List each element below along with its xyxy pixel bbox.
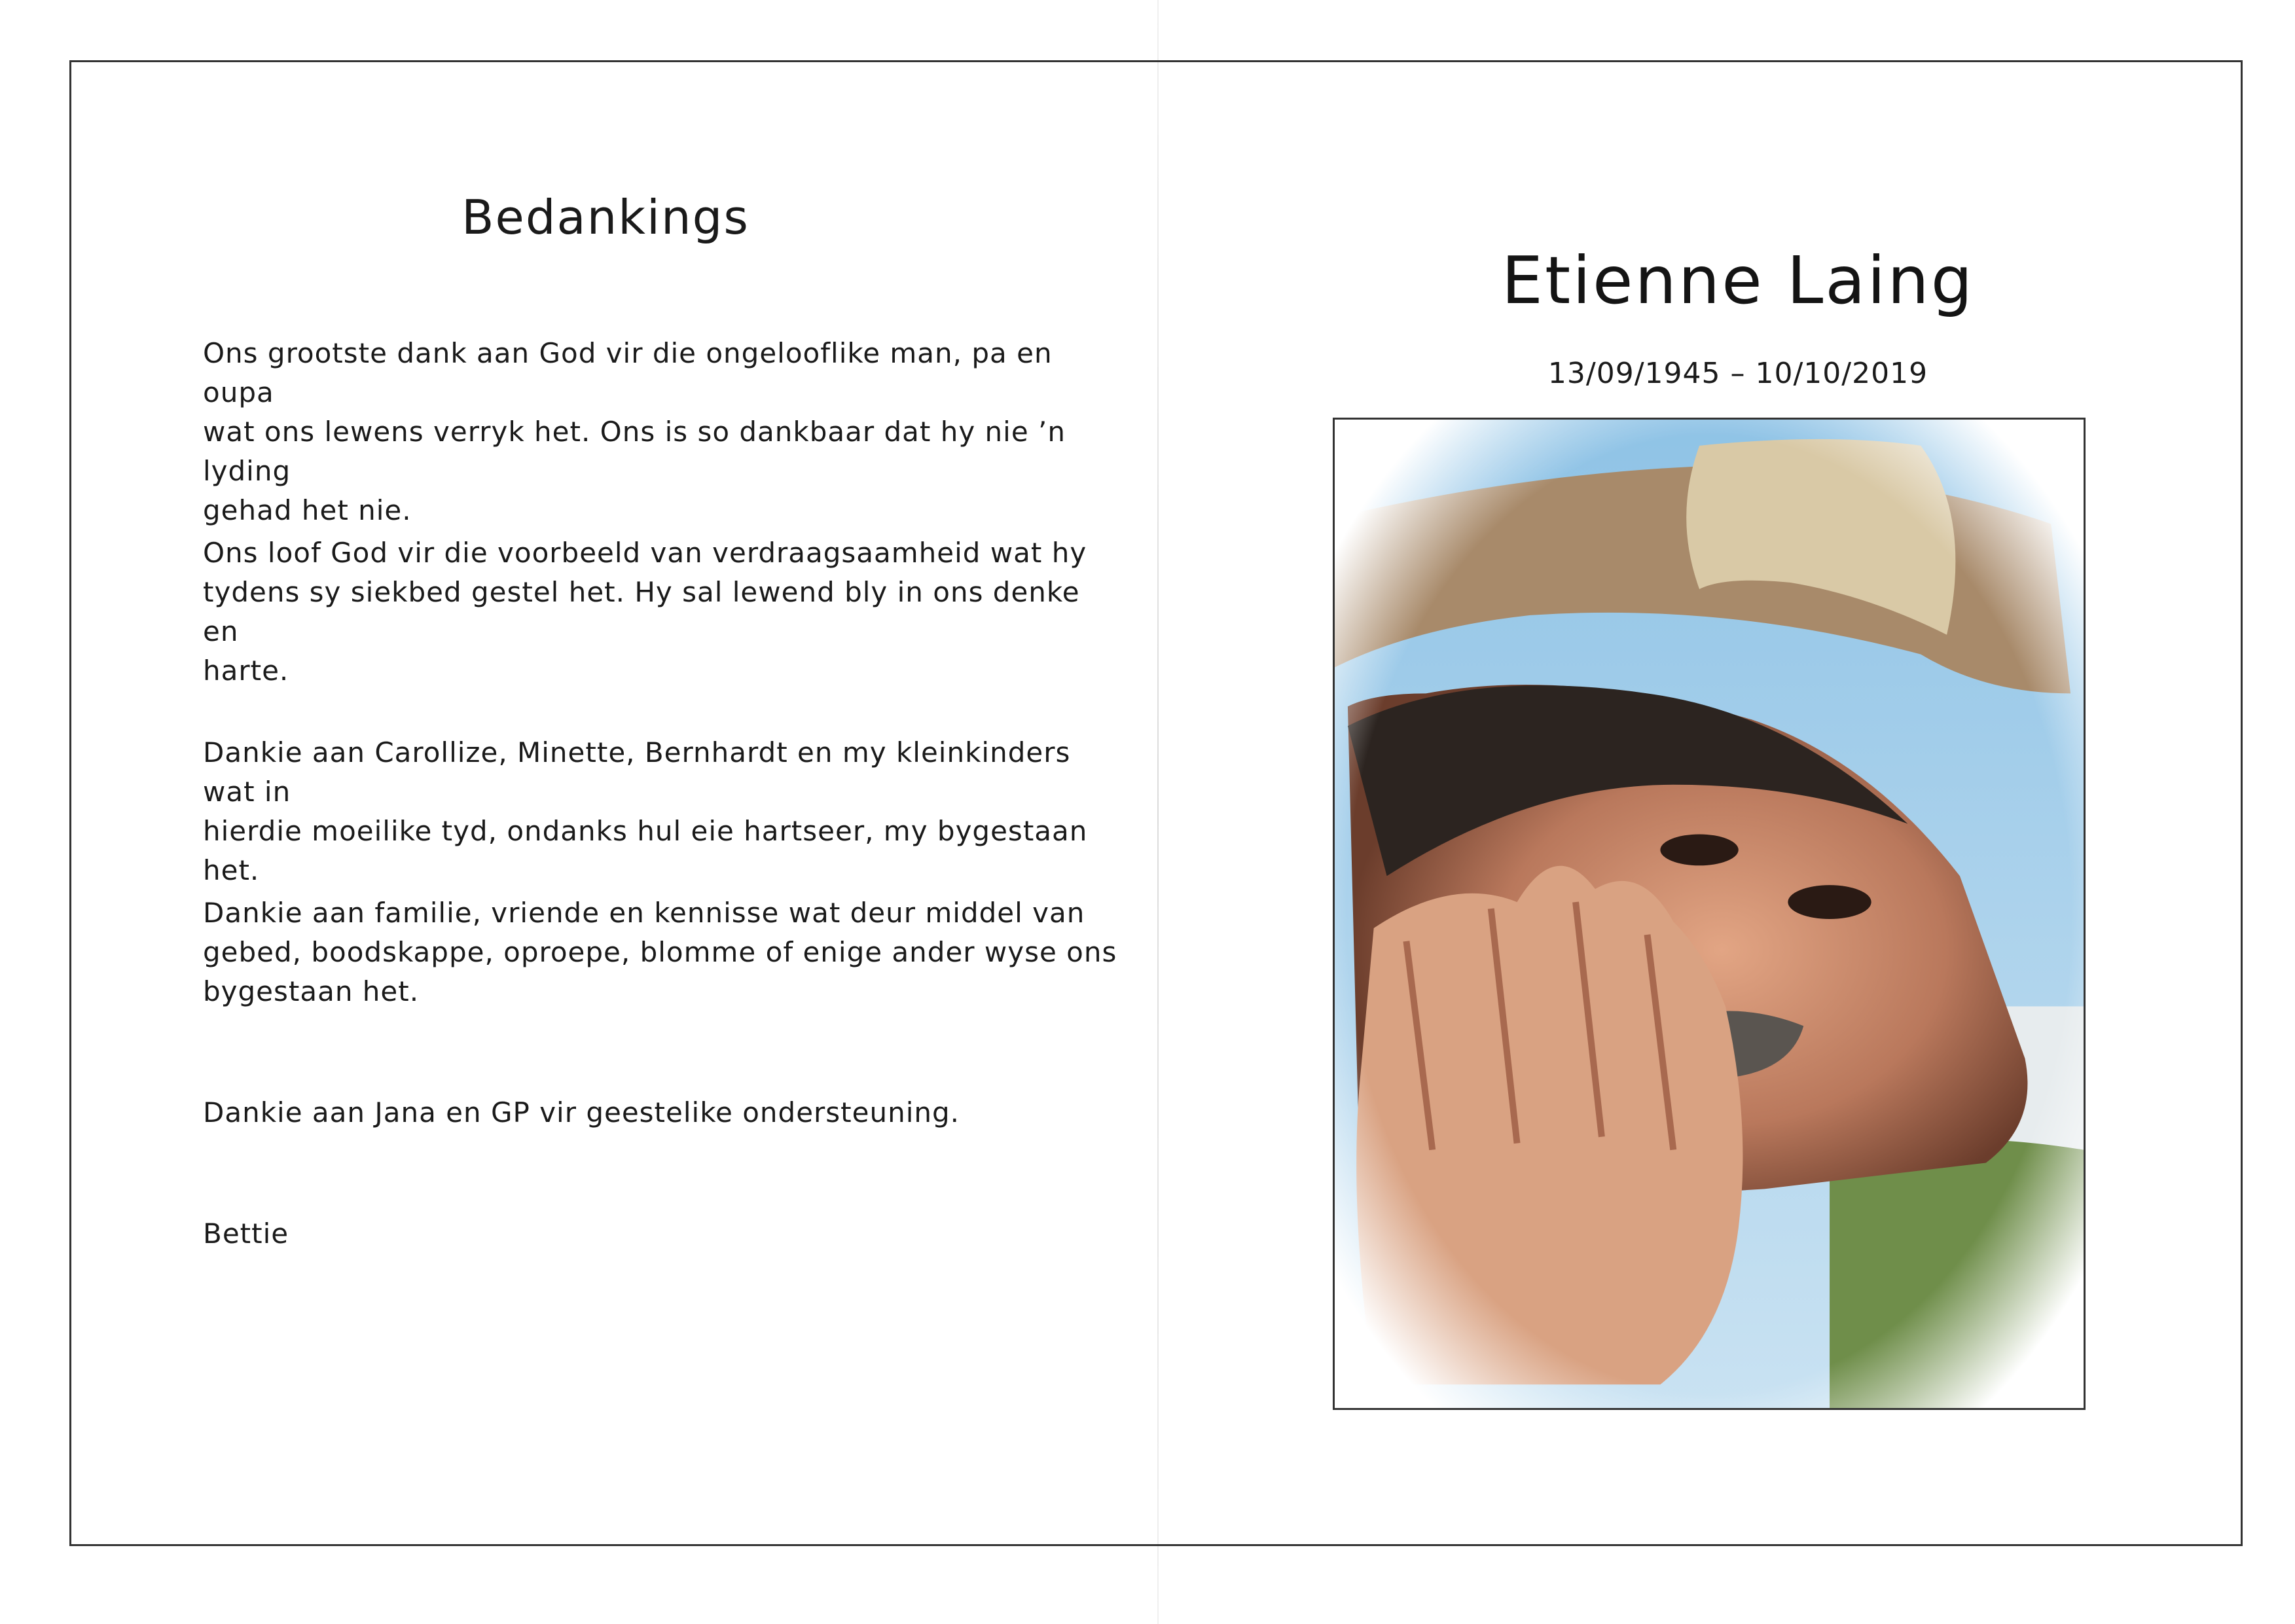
signature-name bbox=[203, 1214, 1119, 1254]
paragraph-3 bbox=[203, 733, 1119, 890]
paragraph-line: Dankie aan Carollize, Minette, Bernhardt en my kleinkinders wat in bbox=[203, 736, 1071, 808]
paragraph-line: tydens sy siekbed gestel het. Hy sal lewend bly in ons denke en bbox=[203, 576, 1080, 647]
paragraph-line: gehad het nie. bbox=[203, 494, 412, 526]
paragraph-4 bbox=[203, 893, 1119, 1011]
portrait-photo-frame bbox=[1333, 418, 2086, 1410]
paragraph-line: Ons loof God vir die voorbeeld van verdraagsaamheid wat hy bbox=[203, 537, 1087, 569]
paragraph-line: bygestaan het. bbox=[203, 975, 420, 1007]
paragraph-line: Bettie bbox=[203, 1218, 289, 1250]
deceased-name: Etienne Laing bbox=[1501, 242, 1975, 319]
paragraph-line: wat ons lewens verryk het. Ons is so dankbaar dat hy nie ’n lyding bbox=[203, 416, 1066, 487]
portrait-photo bbox=[1335, 420, 2084, 1408]
acknowledgements-heading: Bedankings bbox=[461, 190, 750, 245]
paragraph-5 bbox=[203, 1093, 1119, 1132]
photo-vignette bbox=[1335, 420, 2084, 1408]
paragraph-2 bbox=[203, 533, 1119, 691]
paragraph-line: harte. bbox=[203, 655, 289, 687]
life-dates: 13/09/1945 – 10/10/2019 bbox=[1547, 357, 1928, 390]
paragraph-line: gebed, boodskappe, oproepe, blomme of enige ander wyse ons bbox=[203, 936, 1117, 968]
paragraph-line: hierdie moeilike tyd, ondanks hul eie hartseer, my bygestaan het. bbox=[203, 815, 1088, 886]
paragraph-line: Ons grootste dank aan God vir die ongelooflike man, pa en oupa bbox=[203, 337, 1053, 408]
paragraph-1 bbox=[203, 334, 1119, 530]
paragraph-line: Dankie aan familie, vriende en kennisse wat deur middel van bbox=[203, 897, 1085, 929]
paragraph-line: Dankie aan Jana en GP vir geestelike ondersteuning. bbox=[203, 1096, 960, 1128]
